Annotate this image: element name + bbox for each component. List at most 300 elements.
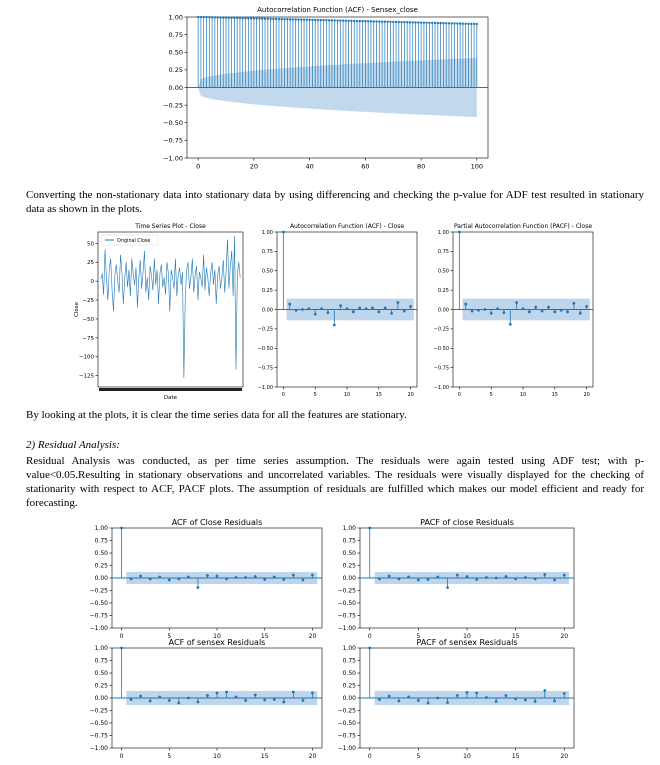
x-tick-label: 80 — [416, 162, 426, 171]
y-tick-label: 0.75 — [94, 657, 108, 665]
stem-marker — [423, 22, 425, 24]
y-tick-label: −0.25 — [337, 707, 356, 715]
stem-marker — [158, 696, 161, 699]
y-tick-label: 0.50 — [94, 550, 108, 558]
y-tick-label: 0.75 — [437, 249, 449, 256]
x-tick-label: 5 — [416, 633, 421, 640]
y-tick-label: 0.25 — [261, 287, 273, 294]
y-tick-label: 25 — [87, 260, 94, 267]
stem-marker — [228, 17, 230, 19]
legend — [102, 235, 158, 245]
stem-marker — [367, 20, 369, 22]
stem-marker — [509, 323, 512, 326]
stem-marker — [254, 694, 257, 697]
stem-marker — [308, 19, 310, 21]
y-tick-label: 0.75 — [342, 537, 356, 545]
y-tick-label: −100 — [78, 354, 94, 361]
stem-marker — [395, 21, 397, 23]
pacf-sensex-residuals-chart — [330, 636, 580, 762]
stem-marker — [292, 691, 295, 694]
y-tick-label: −0.25 — [89, 587, 108, 595]
stem-marker — [356, 20, 358, 22]
stem-marker — [236, 17, 238, 19]
stem-marker — [314, 19, 316, 21]
stem-marker — [158, 576, 161, 579]
paragraph-stationary-conclusion: By looking at the plots, it is clear the time series data for all the features are stationary. — [26, 409, 407, 421]
stem-marker — [261, 17, 263, 19]
stem-marker — [541, 310, 544, 313]
stem-marker — [573, 302, 576, 305]
stem-marker — [407, 576, 410, 579]
stem-marker — [407, 696, 410, 699]
stem-marker — [288, 303, 291, 306]
stem-marker — [475, 578, 478, 581]
y-tick-label: −1.00 — [89, 625, 108, 633]
x-tick-label: 10 — [213, 633, 221, 640]
stem-marker — [377, 310, 380, 313]
stem-marker — [403, 310, 406, 313]
stem-marker — [306, 19, 308, 21]
stem-marker — [311, 692, 314, 695]
x-tick-label: 10 — [213, 753, 221, 760]
y-tick-label: −0.75 — [433, 365, 449, 372]
y-tick-label: 1.00 — [94, 645, 108, 653]
stem-marker — [514, 698, 517, 701]
y-tick-label: 0.50 — [94, 670, 108, 678]
stem-marker — [263, 699, 266, 702]
stem-marker — [292, 574, 295, 577]
stem-marker — [282, 701, 285, 704]
stem-marker — [168, 579, 171, 582]
stem-marker — [235, 696, 238, 699]
stem-marker — [219, 16, 221, 18]
x-tick-label: 5 — [489, 392, 493, 398]
stem-marker — [205, 16, 207, 18]
stem-marker — [346, 307, 349, 310]
stem-marker — [206, 574, 209, 577]
stem-marker — [130, 578, 133, 581]
stem-marker — [400, 21, 402, 23]
stem-marker — [579, 312, 582, 315]
stem-marker — [409, 21, 411, 23]
y-tick-label: 1.00 — [261, 229, 273, 236]
stem-marker — [456, 574, 459, 577]
stem-marker — [253, 17, 255, 19]
stem-marker — [477, 309, 480, 312]
y-tick-label: −75 — [82, 335, 94, 342]
stem-marker — [303, 18, 305, 20]
x-tick-label: 20 — [560, 753, 569, 760]
stem-marker — [359, 20, 361, 22]
stem-marker — [398, 21, 400, 23]
stem-marker — [446, 586, 449, 589]
stem-marker — [120, 527, 123, 530]
y-tick-label: −0.50 — [433, 346, 449, 352]
stem-marker — [300, 18, 302, 20]
y-tick-label: 0.00 — [168, 83, 183, 92]
stem-marker — [225, 578, 228, 581]
y-tick-label: 0.50 — [437, 268, 449, 275]
x-tick-label: 5 — [167, 753, 172, 760]
time-series-close-chart — [68, 220, 246, 404]
y-tick-label: −0.75 — [89, 732, 108, 740]
x-tick-label: 20 — [407, 392, 414, 398]
stem-marker — [350, 20, 352, 22]
stem-marker — [358, 307, 361, 310]
stem-marker — [244, 17, 246, 19]
x-tick-label: 15 — [511, 753, 520, 760]
stem-marker — [278, 18, 280, 20]
stem-marker — [365, 307, 368, 310]
x-tick-label: 20 — [308, 633, 317, 640]
stem-marker — [428, 22, 430, 24]
x-tick-label: 0 — [367, 753, 372, 760]
y-axis-label: Close — [74, 302, 80, 317]
stem-marker — [273, 576, 276, 579]
stem-marker — [239, 17, 241, 19]
stem-marker — [233, 17, 235, 19]
x-tick-label: 60 — [361, 162, 370, 171]
y-tick-label: 50 — [87, 241, 94, 248]
stem-marker — [216, 575, 219, 578]
stem-marker — [445, 22, 447, 24]
acf-close-chart — [247, 220, 422, 404]
stem-marker — [244, 699, 247, 702]
stem-marker — [505, 694, 508, 697]
y-tick-label: 0.00 — [261, 307, 273, 314]
stem-marker — [322, 19, 324, 21]
x-tick-label: 0 — [119, 753, 124, 760]
stem-marker — [528, 310, 531, 313]
x-tick-label: 10 — [519, 392, 527, 398]
chart-title: Partial Autocorrelation Function (PACF) - Close — [453, 223, 593, 230]
stem-marker — [216, 16, 218, 18]
y-tick-label: 0.25 — [342, 682, 356, 690]
plot-frame — [98, 232, 243, 387]
y-tick-label: −0.75 — [337, 732, 356, 740]
stem-marker — [283, 18, 285, 20]
stem-marker — [485, 696, 488, 699]
paragraph-differencing: Converting the non-stationary data into stationary data by using differencing and checking the p-value for ADF test resulted in stationary data as shown in the plots. — [26, 189, 644, 215]
x-tick-label: 20 — [583, 392, 590, 398]
stem-marker — [388, 695, 391, 698]
y-tick-label: −0.75 — [89, 612, 108, 620]
stem-marker — [258, 17, 260, 19]
stem-marker — [448, 22, 450, 24]
y-tick-label: −0.25 — [163, 101, 183, 110]
stem-marker — [214, 16, 216, 18]
stem-marker — [331, 19, 333, 21]
stem-marker — [456, 694, 459, 697]
stem-marker — [286, 18, 288, 20]
chart-title: Time Series Plot - Close — [135, 223, 206, 230]
acf-sensex-close-chart — [150, 0, 495, 172]
stem-marker — [381, 20, 383, 22]
x-tick-label: 20 — [249, 162, 259, 171]
stem-marker — [314, 313, 317, 316]
stem-marker — [264, 17, 266, 19]
stem-marker — [483, 308, 486, 311]
stem-marker — [398, 578, 401, 581]
stem-marker — [297, 18, 299, 20]
stem-marker — [446, 701, 449, 704]
stem-marker — [328, 19, 330, 21]
stem-marker — [216, 692, 219, 695]
stem-marker — [289, 18, 291, 20]
stem-marker — [585, 305, 588, 308]
stem-marker — [368, 527, 371, 530]
y-tick-label: 0.00 — [342, 695, 356, 703]
stem-marker — [465, 23, 467, 25]
stem-marker — [177, 702, 180, 705]
stem-marker — [475, 692, 478, 695]
stem-marker — [420, 21, 422, 23]
stem-marker — [388, 575, 391, 578]
stem-marker — [563, 574, 566, 577]
y-tick-label: −0.50 — [337, 600, 356, 608]
stem-marker — [503, 311, 506, 314]
stem-marker — [255, 17, 257, 19]
y-tick-label: 0.75 — [94, 537, 108, 545]
y-tick-label: −0.50 — [89, 600, 108, 608]
stem-marker — [466, 691, 469, 694]
stem-marker — [222, 16, 224, 18]
stem-marker — [272, 18, 274, 20]
stem-marker — [235, 576, 238, 579]
stem-marker — [466, 575, 469, 578]
stem-marker — [514, 578, 517, 581]
x-tick-label: 15 — [375, 392, 383, 398]
stem-marker — [139, 695, 142, 698]
y-tick-label: 0.50 — [168, 48, 183, 57]
stem-marker — [282, 578, 285, 581]
stem-marker — [281, 18, 283, 20]
stem-marker — [336, 19, 338, 21]
stem-marker — [417, 21, 419, 23]
stem-marker — [496, 307, 499, 310]
x-tick-label: 0 — [281, 392, 285, 398]
stem-marker — [149, 700, 152, 703]
stem-marker — [370, 20, 372, 22]
y-tick-label: −0.50 — [257, 346, 273, 352]
stem-marker — [273, 698, 276, 701]
x-tick-label: 15 — [511, 633, 520, 640]
stem-marker — [352, 310, 355, 313]
stem-marker — [294, 18, 296, 20]
pacf-close-chart — [423, 220, 598, 404]
series-line — [101, 236, 240, 378]
stem-marker — [409, 305, 412, 308]
stem-marker — [451, 22, 453, 24]
y-tick-label: 0.25 — [342, 562, 356, 570]
stem-marker — [339, 19, 341, 21]
x-axis-label: Date — [163, 395, 178, 401]
stem-marker — [560, 309, 563, 312]
y-tick-label: 1.00 — [342, 645, 356, 653]
x-tick-label: 10 — [463, 753, 471, 760]
stem-marker — [563, 692, 566, 695]
y-tick-label: 0.50 — [342, 670, 356, 678]
stem-marker — [417, 579, 420, 582]
stem-marker — [269, 18, 271, 20]
stem-marker — [120, 647, 123, 650]
stem-marker — [417, 699, 420, 702]
legend-label: Original Close — [117, 239, 151, 244]
y-tick-label: 0.75 — [342, 657, 356, 665]
section-heading-residual-analysis: 2) Residual Analysis: — [26, 439, 120, 451]
stem-marker — [371, 307, 374, 310]
stem-marker — [495, 700, 498, 703]
stem-marker — [442, 22, 444, 24]
chart-title: PACF of sensex Residuals — [416, 638, 518, 647]
stem-marker — [397, 301, 400, 304]
stem-marker — [334, 19, 336, 21]
stem-marker — [301, 308, 304, 311]
stem-marker — [384, 307, 387, 310]
stem-marker — [390, 312, 393, 315]
stem-marker — [515, 301, 518, 304]
stem-marker — [361, 20, 363, 22]
stem-marker — [302, 579, 305, 582]
stem-marker — [130, 698, 133, 701]
y-tick-label: −1.00 — [89, 745, 108, 753]
y-tick-label: 1.00 — [342, 525, 356, 533]
stem-marker — [403, 21, 405, 23]
stem-marker — [311, 19, 313, 21]
y-tick-label: 0.25 — [168, 66, 183, 75]
x-tick-label: 40 — [305, 162, 314, 171]
stem-marker — [485, 576, 488, 579]
stem-marker — [464, 303, 467, 306]
stem-marker — [275, 18, 277, 20]
stem-marker — [244, 576, 247, 579]
stem-marker — [436, 576, 439, 579]
stem-marker — [458, 231, 461, 234]
stem-marker — [534, 306, 537, 309]
stem-marker — [427, 578, 430, 581]
stem-marker — [389, 21, 391, 23]
stem-marker — [364, 20, 366, 22]
stem-marker — [177, 578, 180, 581]
stem-marker — [453, 22, 455, 24]
y-tick-label: −0.50 — [163, 119, 183, 128]
stem-marker — [149, 578, 152, 581]
stem-marker — [345, 20, 347, 22]
y-tick-label: 0.00 — [94, 695, 108, 703]
stem-marker — [197, 586, 200, 589]
x-tick-label: 0 — [196, 162, 201, 171]
stem-marker — [378, 578, 381, 581]
y-tick-label: −0.25 — [433, 326, 449, 333]
stem-marker — [505, 575, 508, 578]
stem-marker — [456, 22, 458, 24]
x-tick-label: 10 — [463, 633, 471, 640]
x-tick-label: 5 — [167, 633, 172, 640]
chart-title: PACF of close Residuals — [420, 518, 514, 527]
y-tick-label: 1.00 — [437, 229, 449, 236]
stem-marker — [459, 22, 461, 24]
stem-marker — [187, 697, 190, 700]
stem-marker — [254, 575, 257, 578]
stem-marker — [375, 20, 377, 22]
stem-marker — [208, 16, 210, 18]
stem-marker — [247, 17, 249, 19]
y-tick-label: −50 — [82, 316, 94, 323]
stem-marker — [392, 21, 394, 23]
y-tick-label: 0.25 — [94, 682, 108, 690]
stem-marker — [522, 307, 525, 310]
stem-marker — [547, 306, 550, 309]
stem-marker — [467, 23, 469, 25]
stem-marker — [225, 691, 228, 694]
stem-marker — [471, 310, 474, 313]
paragraph-residual-analysis: Residual Analysis was conducted, as per time series assumption. The residuals were again tested using ADF test; with p-value<0.05.Resulting in stationary observations and uncorrelated variables. The residuals were visually displayed for the checking of stationarity with respect to ACF, PACF plots. The assumption of residuals are fulfilled which makes our model efficient and ready for forecasting. — [26, 455, 644, 509]
acf-close-residuals-chart — [86, 516, 326, 638]
stem-marker — [373, 20, 375, 22]
stem-marker — [339, 304, 342, 307]
y-tick-label: 0.25 — [94, 562, 108, 570]
y-tick-label: 0.25 — [437, 287, 449, 294]
x-tick-label: 20 — [560, 633, 569, 640]
x-tick-label: 0 — [457, 392, 461, 398]
chart-title: Autocorrelation Function (ACF) - Sensex_close — [257, 6, 418, 14]
y-tick-label: −1.00 — [257, 384, 273, 391]
stem-marker — [325, 19, 327, 21]
y-tick-label: −125 — [78, 373, 94, 380]
acf-sensex-residuals-chart — [86, 636, 326, 762]
stem-marker — [439, 22, 441, 24]
stem-marker — [187, 576, 190, 579]
stem-marker — [302, 699, 305, 702]
stem-marker — [353, 20, 355, 22]
y-tick-label: 0.50 — [261, 268, 273, 275]
stem-marker — [292, 18, 294, 20]
x-tick-label: 15 — [551, 392, 559, 398]
x-tick-label: 100 — [470, 162, 484, 171]
stem-marker — [524, 699, 527, 702]
y-tick-label: −25 — [82, 297, 94, 304]
stem-marker — [495, 577, 498, 580]
stem-marker — [470, 23, 472, 25]
stem-marker — [342, 19, 344, 21]
stem-marker — [282, 231, 285, 234]
y-tick-label: −1.00 — [337, 625, 356, 633]
chart-title: ACF of sensex Residuals — [168, 638, 266, 647]
x-tick-label: 20 — [308, 753, 317, 760]
stem-marker — [317, 19, 319, 21]
x-tick-label: 10 — [343, 392, 351, 398]
y-tick-label: 1.00 — [94, 525, 108, 533]
x-tick-label: 15 — [260, 633, 269, 640]
y-tick-label: −0.25 — [257, 326, 273, 333]
stem-marker — [242, 17, 244, 19]
chart-title: ACF of Close Residuals — [171, 518, 263, 527]
stem-marker — [386, 21, 388, 23]
stem-marker — [414, 21, 416, 23]
stem-marker — [327, 311, 330, 314]
stem-marker — [250, 17, 252, 19]
stem-marker — [412, 21, 414, 23]
y-tick-label: 0 — [90, 279, 94, 286]
chart-title: Autocorrelation Function (ACF) - Close — [289, 223, 405, 230]
y-tick-label: 0.75 — [261, 249, 273, 256]
stem-marker — [225, 17, 227, 19]
stem-marker — [307, 307, 310, 310]
stem-marker — [543, 689, 546, 692]
stem-marker — [206, 694, 209, 697]
stem-marker — [295, 309, 298, 312]
y-tick-label: −1.00 — [433, 384, 449, 391]
